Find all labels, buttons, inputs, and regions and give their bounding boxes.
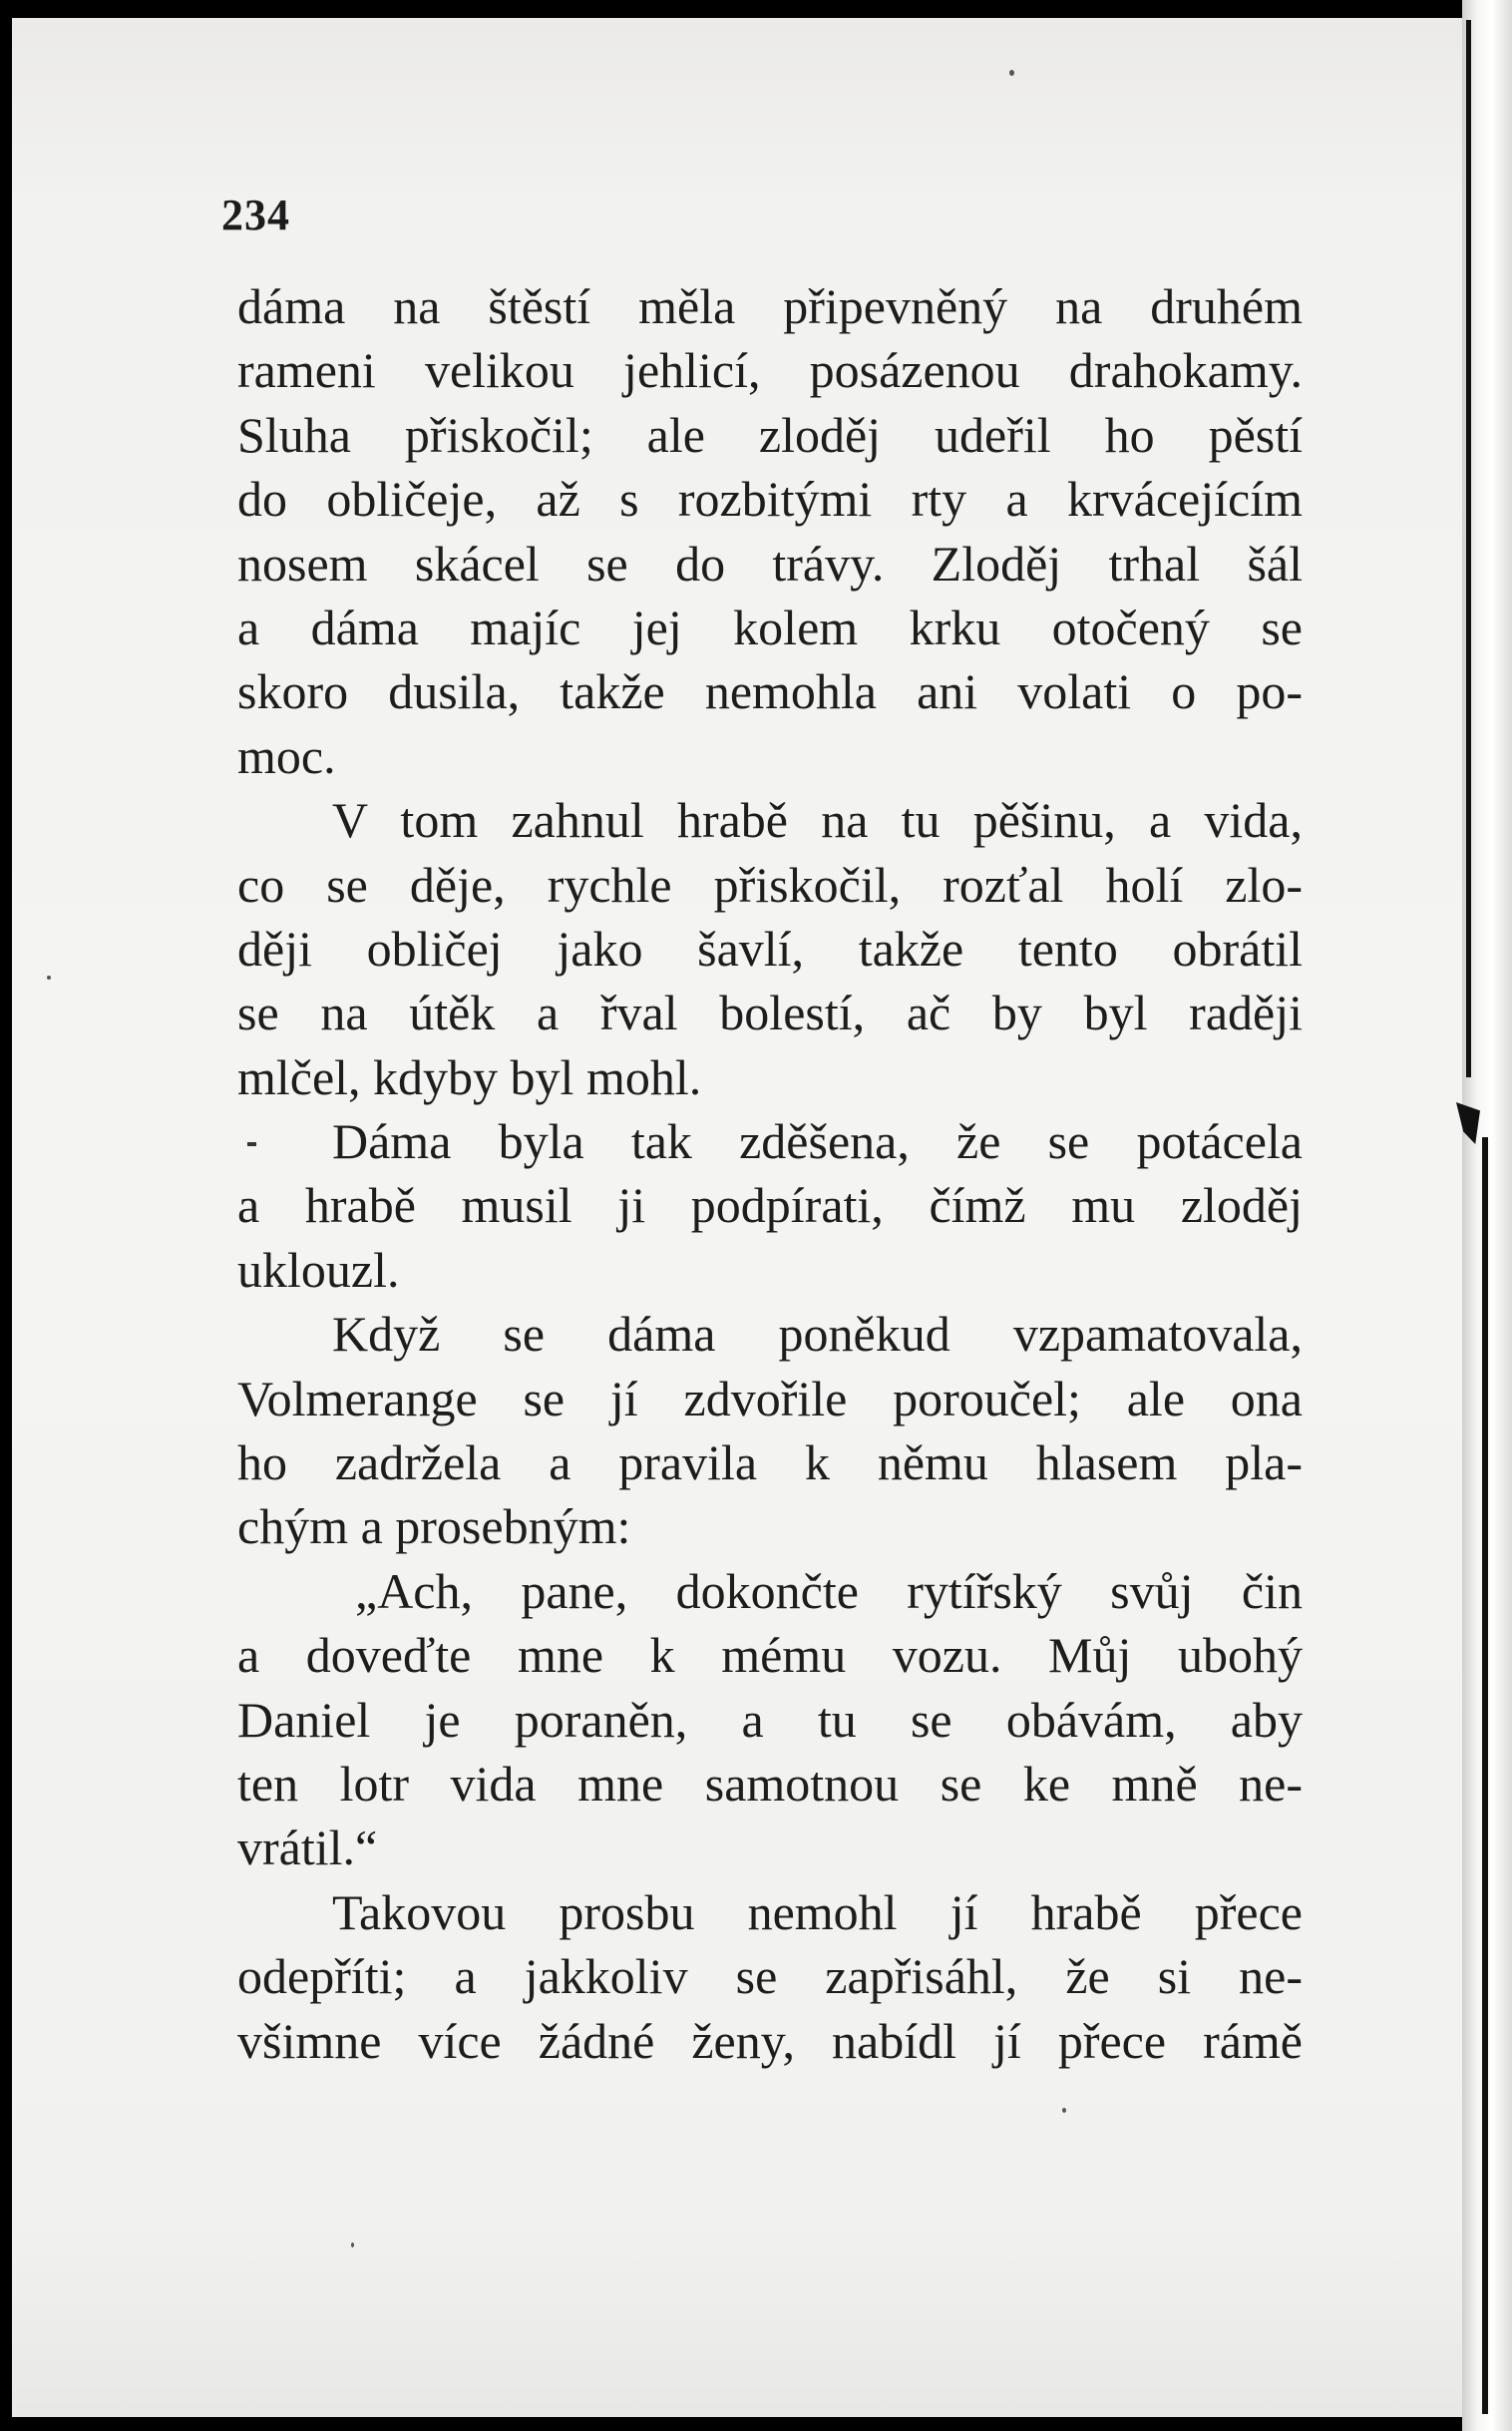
binding-edge-line — [1482, 1137, 1488, 2414]
text-line: V tom zahnul hrabě na tu pěšinu, a vida, — [332, 792, 1303, 849]
paper-speck — [1062, 2108, 1066, 2113]
text-line: do obličeje, až s rozbitými rty a krvácejícím — [237, 471, 1303, 528]
paper-speck — [351, 2242, 354, 2247]
text-line: uklouzl. — [237, 1241, 400, 1298]
text-line: moc. — [237, 727, 336, 784]
text-line: mlčel, kdyby byl mohl. — [237, 1048, 702, 1105]
text-line: odepříti; a jakkoliv se zapřisáhl, že si ne- — [237, 1948, 1303, 2005]
text-line: co se děje, rychle přiskočil, rozťal holí zlo- — [237, 856, 1303, 913]
text-line: se na útěk a řval bolestí, ač by byl raději — [237, 985, 1303, 1041]
body-text — [237, 274, 1303, 2073]
text-line: Sluha přiskočil; ale zloděj udeřil ho pěstí — [237, 406, 1303, 463]
text-line: a hrabě musil ji podpírati, čímž mu zloděj — [237, 1177, 1303, 1234]
paper-speck — [1009, 70, 1014, 76]
text-line: ten lotr vida mne samotnou se ke mně ne- — [237, 1755, 1303, 1812]
binding-edge-line — [1466, 20, 1471, 1077]
text-line: Když se dáma poněkud vzpamatovala, — [332, 1306, 1303, 1363]
text-line: Dáma byla tak zděšena, že se potácela — [332, 1113, 1303, 1170]
text-line: Volmerange se jí zdvořile poroučel; ale ona — [237, 1370, 1303, 1426]
text-line: skoro dusila, takže nemohla ani volati o po- — [237, 663, 1303, 720]
text-line: Takovou prosbu nemohl jí hrabě přece — [332, 1883, 1303, 1940]
text-line: chým a prosebným: — [237, 1498, 631, 1555]
text-line: ho zadržela a pravila k němu hlasem pla- — [237, 1434, 1303, 1491]
text-line: rameni velikou jehlicí, posázenou drahokamy. — [237, 342, 1303, 399]
page-number: 234 — [221, 191, 290, 239]
text-line: dáma na štěstí měla připevněný na druhém — [237, 278, 1303, 334]
text-line: ději obličej jako šavlí, takže tento obrátil — [237, 920, 1303, 977]
text-line: a doveďte mne k mému vozu. Můj ubohý — [237, 1627, 1303, 1684]
text-line: a dáma majíc jej kolem krku otočený se — [237, 599, 1303, 655]
text-line: „Ach, pane, dokončte rytířský svůj čin — [355, 1562, 1303, 1619]
text-line: všimne více žádné ženy, nabídl jí přece rámě — [237, 2012, 1303, 2069]
text-line: nosem skácel se do trávy. Zloděj trhal šál — [237, 535, 1303, 592]
paper-speck — [47, 976, 51, 980]
text-line: Daniel je poraněn, a tu se obávám, aby — [237, 1691, 1303, 1748]
text-line: vrátil.“ — [237, 1820, 378, 1876]
